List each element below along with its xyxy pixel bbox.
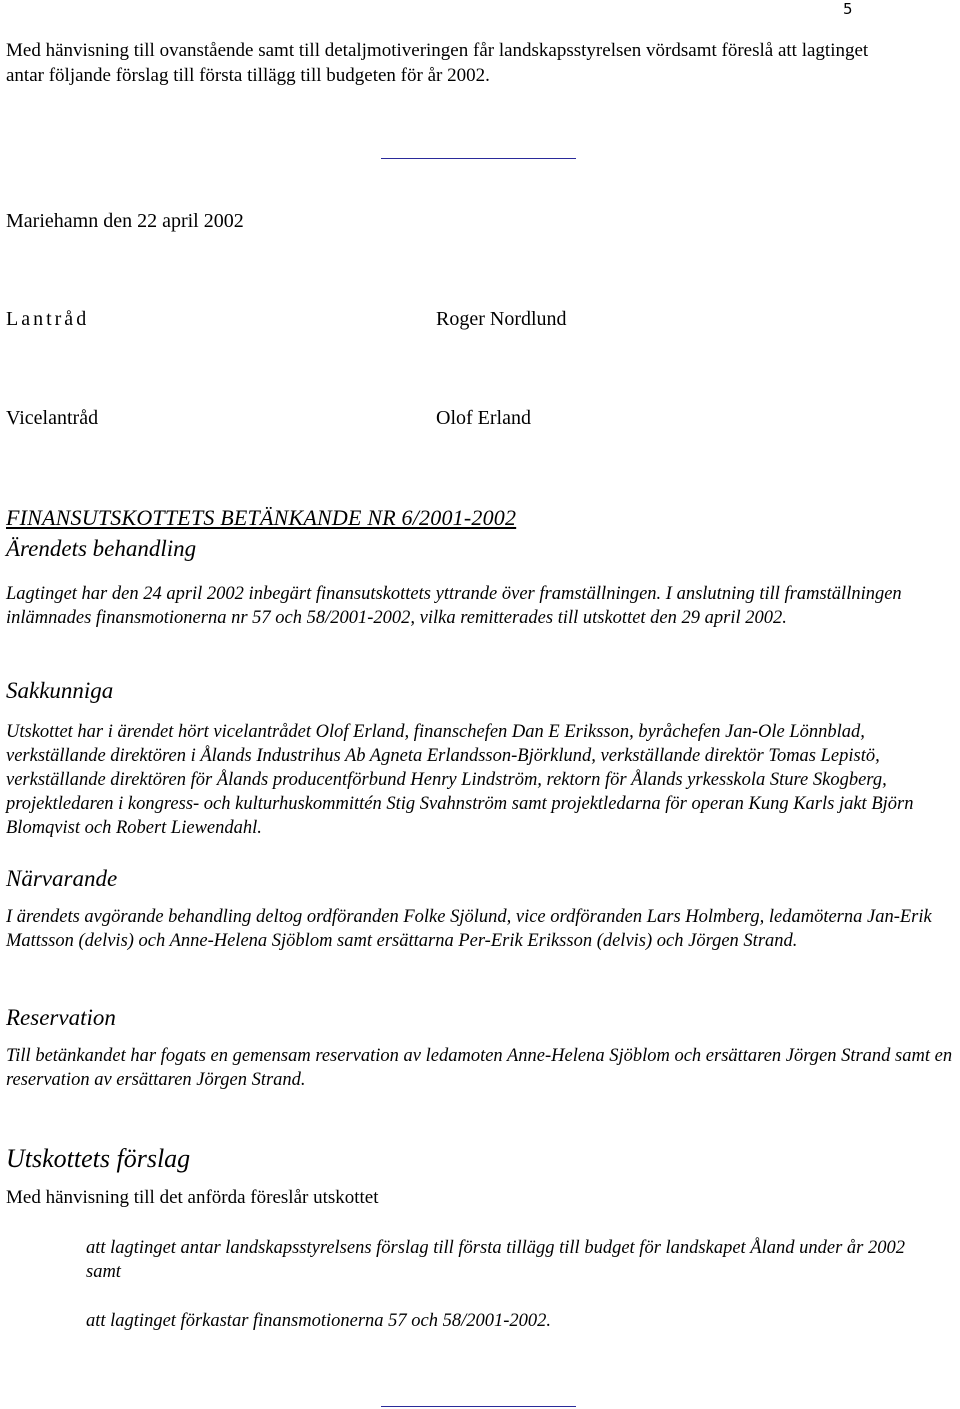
proposal-item: att lagtinget förkastar finansmotionerna 57 och 58/2001-2002. — [86, 1311, 552, 1331]
paragraph-reservation: Till betänkandet har fogats en gemensam reservation av ledamoten Anne-Helena Sjöblom och ersättaren Jörgen Strand samt en reservation av ersättaren Jörgen Strand. — [6, 1046, 953, 1090]
signatory-role-vicelantrad: Vicelantråd — [6, 407, 99, 429]
signatory-name-1: Roger Nordlund — [436, 308, 567, 330]
place-date: Mariehamn den 22 april 2002 — [6, 210, 244, 232]
page-number: 5 — [843, 0, 853, 18]
paragraph-narvarande: I ärendets avgörande behandling deltog ordföranden Folke Sjölund, vice ordföranden Lars Holmberg, ledamöterna Jan-Erik Mattsson (delvis) och Anne-Helena Sjöblom samt ersättarna Per-Erik Eriksson (delvis) och Jörgen Strand. — [6, 907, 932, 951]
section-heading-forslag: Utskottets förslag — [6, 1144, 191, 1173]
section-heading-narvarande: Närvarande — [6, 866, 118, 891]
section-heading-behandling: Ärendets behandling — [6, 536, 197, 561]
section-heading-reservation: Reservation — [6, 1005, 116, 1030]
signatory-role-lantrad: Lantråd — [6, 308, 90, 330]
paragraph-behandling: Lagtinget har den 24 april 2002 inbegärt finansutskottets yttrande över framställningen. I anslutning till framställningen inlämnades finansmotionerna nr 57 och 58/2001-2002, vilka remitterades till utskottet den 29 april 2002. — [6, 584, 902, 628]
separator-line-top — [381, 158, 576, 159]
proposal-intro: Med hänvisning till det anförda föreslår utskottet — [6, 1187, 379, 1208]
report-title: FINANSUTSKOTTETS BETÄNKANDE NR 6/2001-2002 — [6, 505, 517, 530]
section-heading-sakkunniga: Sakkunniga — [6, 678, 114, 703]
signatory-name-2: Olof Erland — [436, 407, 531, 429]
separator-line-bottom — [381, 1406, 576, 1407]
proposal-item: att lagtinget antar landskapsstyrelsens förslag till första tillägg till budget för landskapet Åland under år 2002 samt — [86, 1238, 905, 1282]
paragraph-sakkunniga: Utskottet har i ärendet hört vicelantrådet Olof Erland, finanschefen Dan E Eriksson, byråchefen Jan-Ole Lönnblad, verkställande direktören i Ålands Industrihus Ab Agneta Erlandsson-Björklund, verkställande direktör Tomas Lepistö, verkställande direktören för Ålands producentförbund Henry Lindström, rektorn för Ålands yrkesskola Sture Skogberg, projektledaren i kongress- och kulturhuskommittén Stig Svahnström samt projektledarna för operan Kung Karls jakt Björn Blomqvist och Robert Liewendahl. — [6, 722, 914, 838]
intro-paragraph: Med hänvisning till ovanstående samt till detaljmotiveringen får landskapsstyrelsen vördsamt föreslå att lagtinget antar följande förslag till första tillägg till budgeten för år 2002. — [6, 40, 869, 86]
